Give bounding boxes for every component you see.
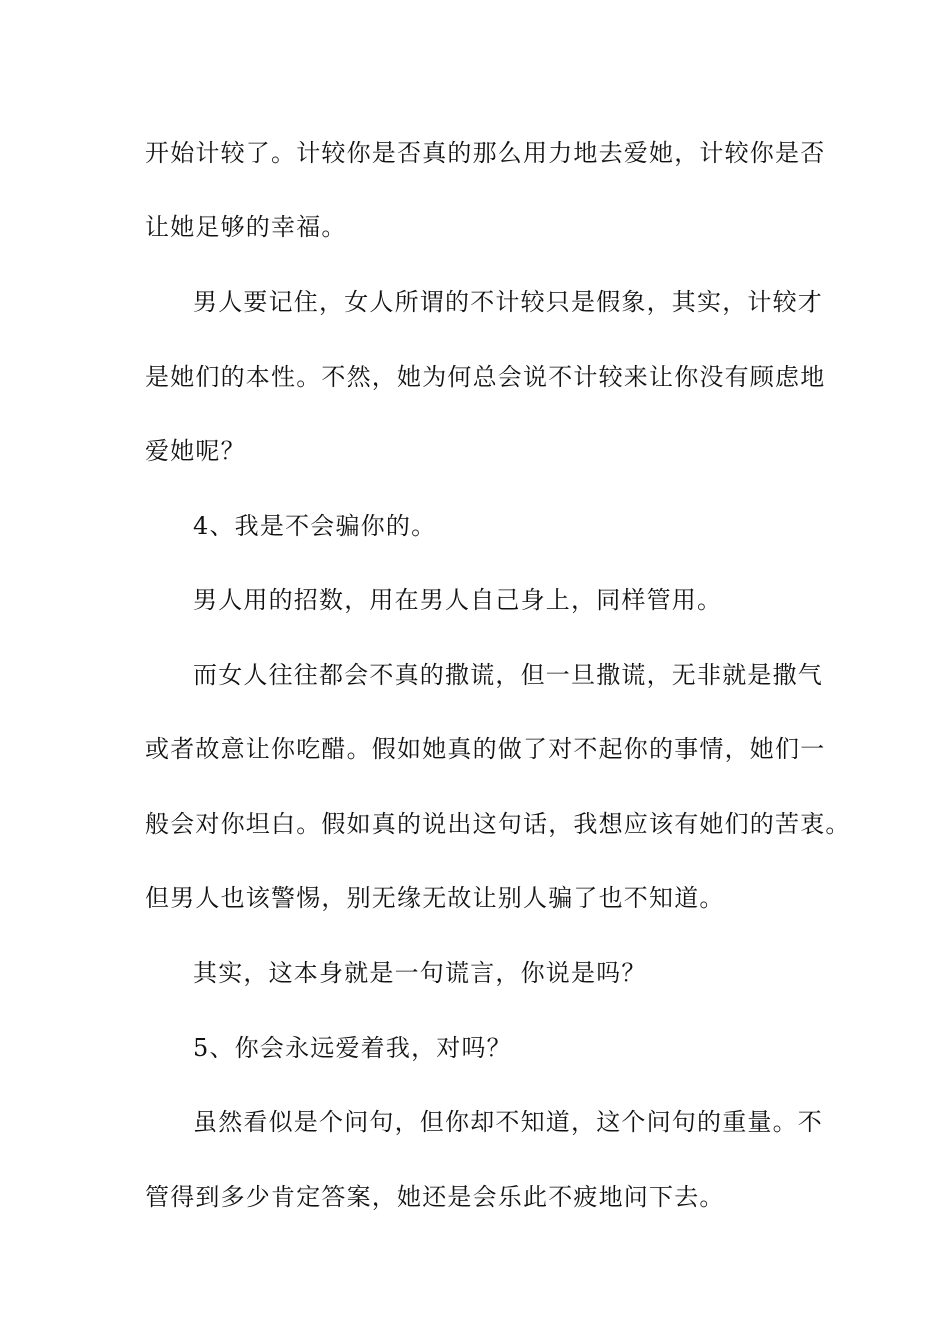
text-line: 爱她呢？ [145,437,246,465]
text-line: 但男人也该警惕，别无缘无故让别人骗了也不知道。 [145,884,725,912]
text-line: 开始计较了。计较你是否真的那么用力地去爱她，计较你是否 [145,139,826,167]
text-line: 管得到多少肯定答案，她还是会乐此不疲地问下去。 [145,1183,725,1211]
section-heading-5: 5、你会永远爱着我，对吗？ [193,1034,512,1062]
paragraph-start-line: 而女人往往都会不真的撒谎，但一旦撒谎，无非就是撒气 [193,661,823,689]
paragraph-start-line: 男人要记住，女人所谓的不计较只是假象，其实，计较才 [193,288,823,316]
text-line: 般会对你坦白。假如真的说出这句话，我想应该有她们的苦衷。 [145,810,851,838]
text-line: 让她足够的幸福。 [145,213,347,241]
paragraph-start-line: 其实，这本身就是一句谎言，你说是吗？ [193,959,647,987]
text-line: 是她们的本性。不然，她为何总会说不计较来让你没有顾虑地 [145,363,826,391]
text-line: 或者故意让你吃醋。假如她真的做了对不起你的事情，她们一 [145,735,826,763]
paragraph-start-line: 虽然看似是个问句，但你却不知道，这个问句的重量。不 [193,1108,823,1136]
section-heading-4: 4、我是不会骗你的。 [193,512,437,540]
paragraph-start-line: 男人用的招数，用在男人自己身上，同样管用。 [193,586,723,614]
